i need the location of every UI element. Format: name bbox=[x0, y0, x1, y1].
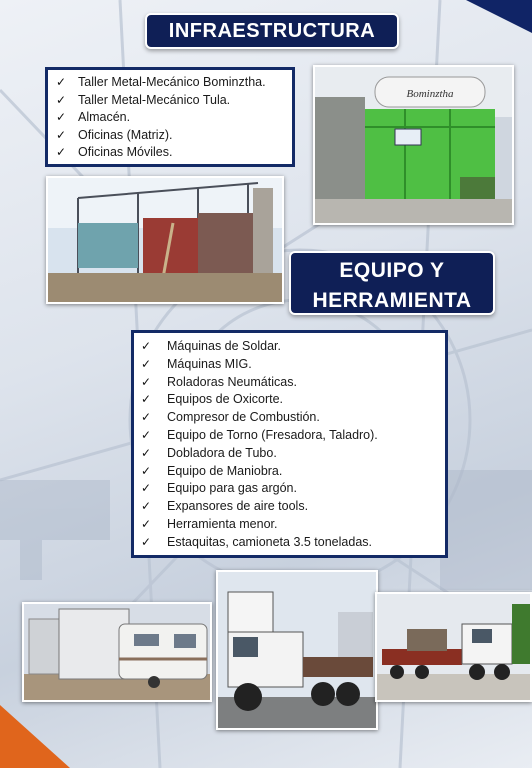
list-item: ✓ Taller Metal-Mecánico Tula. bbox=[56, 92, 292, 110]
corner-triangle-top-right bbox=[466, 0, 532, 33]
list-item: ✓ Equipo de Torno (Fresadora, Taladro). bbox=[141, 427, 445, 445]
photo-warehouse-structure bbox=[46, 176, 284, 304]
photo-tractor-truck bbox=[216, 570, 378, 730]
workshop-sign-text: Bominztha bbox=[406, 88, 454, 100]
corner-triangle-bottom-left bbox=[0, 705, 70, 768]
check-icon: ✓ bbox=[141, 392, 152, 407]
list-item: ✓ Dobladora de Tubo. bbox=[141, 445, 445, 463]
list-item: ✓ Compresor de Combustión. bbox=[141, 409, 445, 427]
list-item: ✓ Equipo de Maniobra. bbox=[141, 463, 445, 481]
list-item: ✓ Herramienta menor. bbox=[141, 516, 445, 534]
list-item: ✓ Máquinas de Soldar. bbox=[141, 338, 445, 356]
list-item: ✓ Equipo para gas argón. bbox=[141, 480, 445, 498]
check-icon: ✓ bbox=[141, 516, 152, 531]
check-icon: ✓ bbox=[56, 145, 67, 159]
list-item: ✓ Almacén. bbox=[56, 109, 292, 127]
check-icon: ✓ bbox=[141, 534, 152, 549]
check-icon: ✓ bbox=[141, 356, 152, 371]
list-item: ✓ Estaquitas, camioneta 3.5 toneladas. bbox=[141, 534, 445, 552]
list-item: ✓ Roladoras Neumáticas. bbox=[141, 374, 445, 392]
photo-lowboy-truck bbox=[375, 592, 532, 702]
check-icon: ✓ bbox=[56, 110, 67, 124]
check-icon: ✓ bbox=[141, 481, 152, 496]
check-icon: ✓ bbox=[56, 127, 67, 142]
equipo-herramienta-list bbox=[131, 330, 448, 558]
section-title-infraestructura: INFRAESTRUCTURA bbox=[145, 13, 399, 49]
list-item: ✓ Expansores de aire tools. bbox=[141, 498, 445, 516]
list-item: ✓ Equipos de Oxicorte. bbox=[141, 391, 445, 409]
check-icon: ✓ bbox=[141, 339, 152, 353]
list-item: ✓ Oficinas (Matriz). bbox=[56, 127, 292, 145]
check-icon: ✓ bbox=[56, 75, 67, 89]
check-icon: ✓ bbox=[141, 410, 152, 425]
check-icon: ✓ bbox=[141, 427, 152, 442]
check-icon: ✓ bbox=[56, 92, 67, 107]
section-title-equipo-herramienta: EQUIPO Y HERRAMIENTA bbox=[289, 251, 495, 315]
list-item: ✓ Taller Metal-Mecánico Bominztha. bbox=[56, 74, 292, 92]
check-icon: ✓ bbox=[141, 499, 152, 514]
check-icon: ✓ bbox=[141, 463, 152, 478]
check-icon: ✓ bbox=[141, 445, 152, 460]
photo-workshop-gate bbox=[313, 65, 514, 225]
check-icon: ✓ bbox=[141, 374, 152, 389]
infraestructura-list bbox=[45, 67, 295, 167]
list-item: ✓ Oficinas Móviles. bbox=[56, 144, 292, 162]
list-item: ✓ Máquinas MIG. bbox=[141, 356, 445, 374]
photo-mobile-offices bbox=[22, 602, 212, 702]
